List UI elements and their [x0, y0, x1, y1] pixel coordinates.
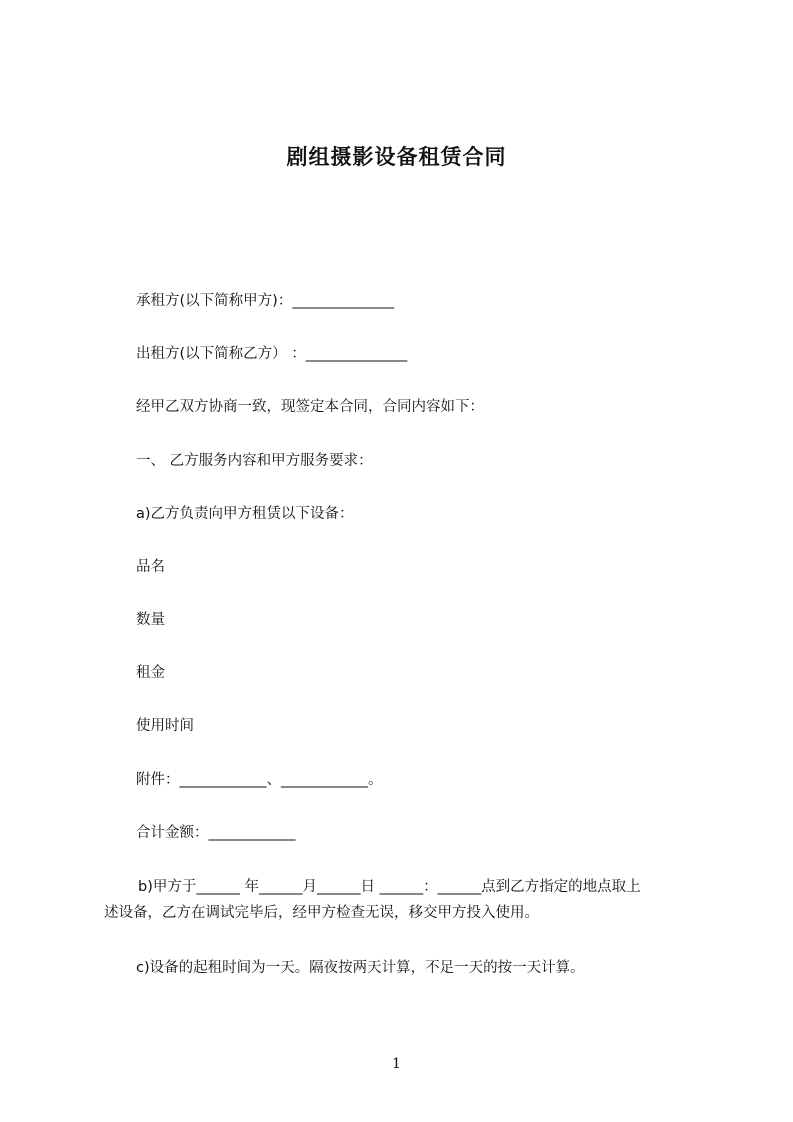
- field-product-name: 品名: [136, 559, 165, 575]
- total-amount-line: 合计金额：____________: [136, 825, 296, 841]
- lessor-line: 出租方(以下简称乙方） ：______________: [136, 346, 408, 362]
- item-b-first-line: b)甲方于______ 年______月______日 ______：______点到乙方指定的地点取上: [138, 879, 641, 895]
- item-b-second-line: 述设备，乙方在调试完毕后，经甲方检查无误，移交甲方投入使用。: [104, 905, 539, 921]
- intro-line: 经甲乙双方协商一致，现签定本合同，合同内容如下：: [136, 399, 484, 415]
- field-rent: 租金: [136, 665, 165, 681]
- item-c-line: c)设备的起租时间为一天。隔夜按两天计算，不足一天的按一天计算。: [136, 960, 585, 976]
- lessee-line: 承租方(以下简称甲方)：______________: [136, 293, 394, 309]
- page-number: 1: [392, 1056, 401, 1072]
- field-quantity: 数量: [136, 612, 165, 628]
- attachments-line: 附件：____________、____________。: [136, 772, 383, 788]
- section-heading: 一、 乙方服务内容和甲方服务要求：: [136, 453, 373, 469]
- item-a-line: a)乙方负责向甲方租赁以下设备：: [136, 506, 354, 522]
- document-title: 剧组摄影设备租赁合同: [286, 145, 507, 169]
- field-usage-time: 使用时间: [136, 718, 194, 734]
- item-b-paragraph: [104, 874, 719, 926]
